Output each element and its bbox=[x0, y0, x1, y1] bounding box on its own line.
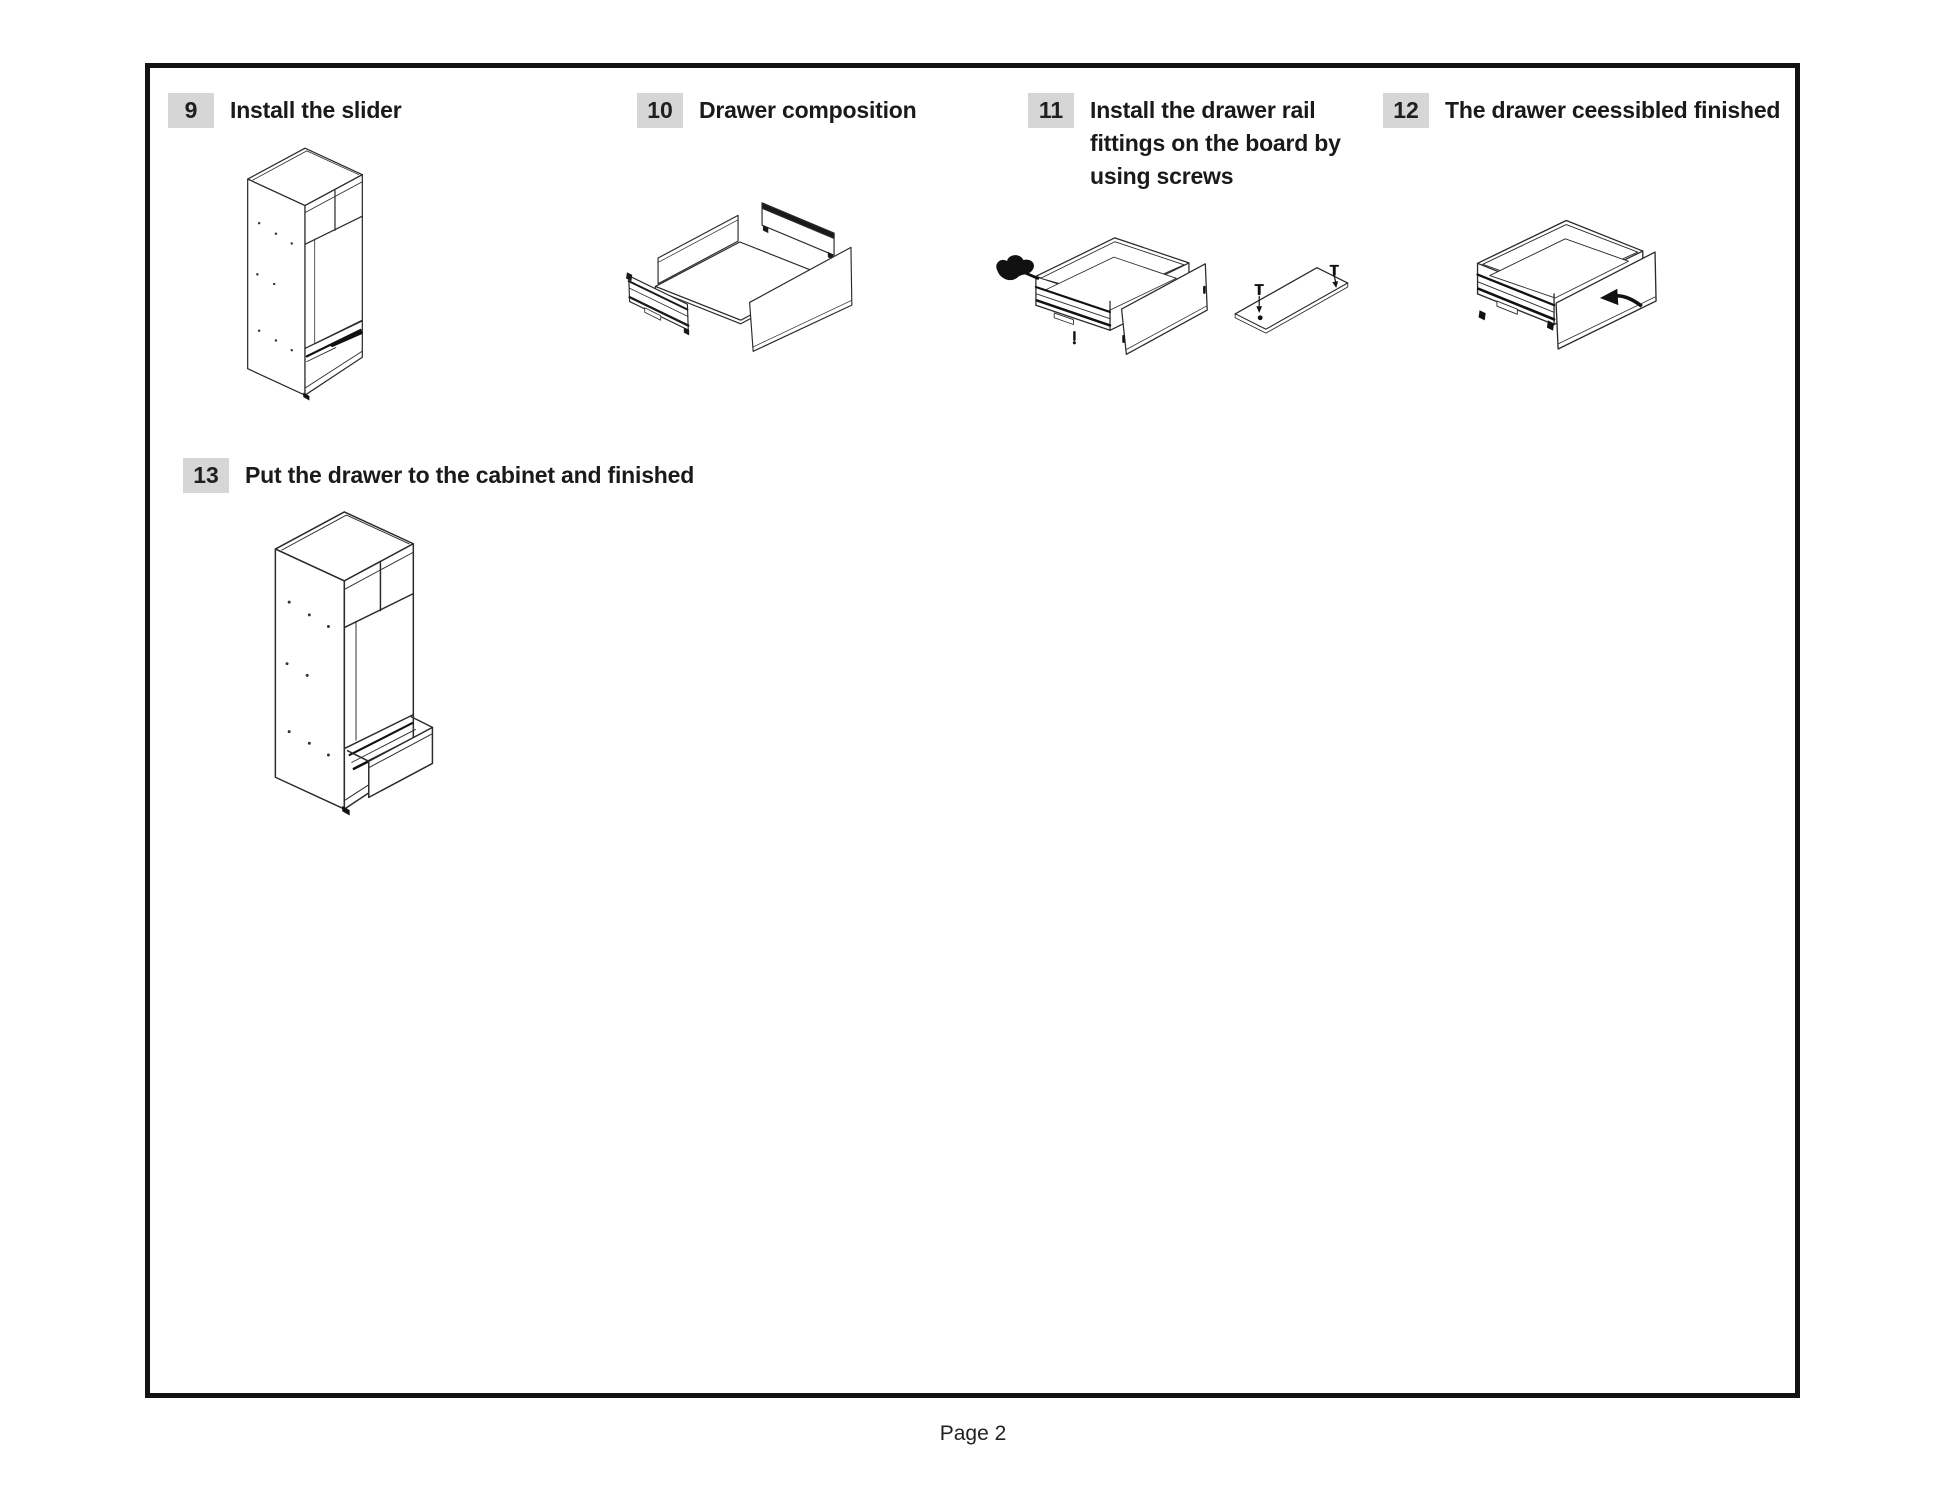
step-11-title-line: fittings on the board by bbox=[1090, 130, 1341, 156]
step-13-cabinet-drawer-illustration bbox=[254, 496, 440, 825]
step-10-title: Drawer composition bbox=[699, 97, 917, 123]
step-11-title-line: using screws bbox=[1090, 163, 1234, 189]
step-10-drawer-exploded-illustration bbox=[600, 178, 885, 378]
step-11-title bbox=[1090, 93, 1341, 193]
step-11 bbox=[1028, 93, 1341, 193]
step-12-title: The drawer ceessibled finished bbox=[1445, 97, 1781, 123]
step-12-number-badge: 12 bbox=[1383, 93, 1429, 128]
step-10-number-badge: 10 bbox=[637, 93, 683, 128]
page-number: Page 2 bbox=[939, 1422, 1007, 1445]
step-9 bbox=[168, 93, 402, 128]
rail-fittings-hardware-cluster bbox=[996, 255, 1034, 280]
step-11-title-line: Install the drawer rail bbox=[1090, 97, 1316, 123]
step-9-cabinet-slider-illustration bbox=[230, 135, 380, 404]
step-9-number-badge: 9 bbox=[168, 93, 214, 128]
step-12-drawer-front-panel-illustration bbox=[1449, 204, 1755, 393]
step-9-title: Install the slider bbox=[230, 97, 402, 123]
step-11-rail-fittings-illustration bbox=[982, 232, 1367, 391]
step-12 bbox=[1383, 93, 1780, 128]
step-13-number-badge: 13 bbox=[183, 458, 229, 493]
step-13 bbox=[183, 458, 694, 493]
step-13-title: Put the drawer to the cabinet and finished bbox=[245, 462, 695, 488]
step-10 bbox=[637, 93, 917, 128]
step-11-number-badge: 11 bbox=[1028, 93, 1074, 128]
